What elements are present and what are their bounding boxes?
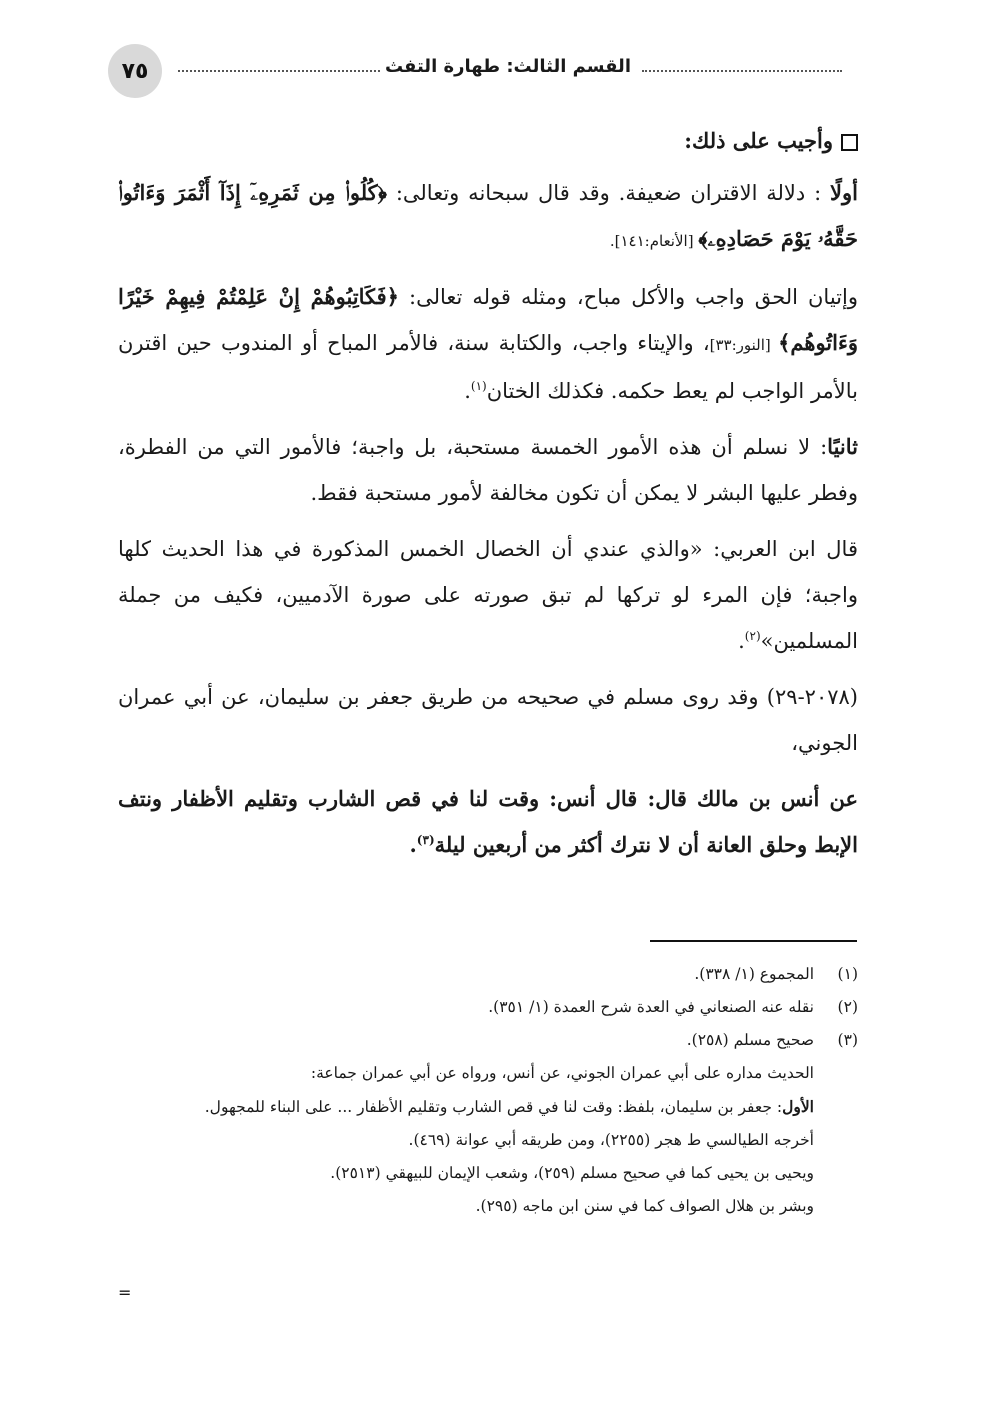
footnote-continuation: وبشر بن هلال الصواف كما في سنن ابن ماجه (٢٩٥). bbox=[475, 1197, 814, 1215]
p2-end: . bbox=[464, 379, 471, 403]
footnote-lead: الأول bbox=[782, 1097, 814, 1116]
p6-text: عن أنس بن مالك قال: قال أنس: وقت لنا في قص الشارب وتقليم الأظفار ونتف الإبط وحلق العانة أن لا نترك أكثر من أربعين ليلة bbox=[118, 786, 858, 857]
paragraph-hadith-text bbox=[118, 776, 858, 868]
footnote-number: (١) bbox=[837, 965, 858, 983]
p2-text-b: ، والإيتاء واجب، والكتابة سنة، فالأمر المباح أو المندوب حين اقترن بالأمر الواجب لم يعط حكمه. فكذلك الختان bbox=[118, 331, 858, 403]
footnote-continuation: الحديث مداره على أبي عمران الجوني، عن أنس، ورواه عن أبي عمران جماعة: bbox=[310, 1064, 814, 1082]
footnote-number: (٢) bbox=[837, 998, 858, 1016]
lead-second: ثانيًا bbox=[827, 434, 858, 459]
paragraph-second-point bbox=[118, 424, 858, 516]
quran-verse: ﴿فَكَاتِبُوهُمْ إِنْ عَلِمْتُمْ فِيهِمْ خَيْرًا وَءَاتُوهُم﴾ bbox=[118, 284, 858, 355]
p4-text: قال ابن العربي: «والذي عندي أن الخصال الخمس المذكورة في هذا الحديث كلها واجبة؛ فإن المرء لو تركها لم تبق صورته على صورة الآدميين، فكيف من جملة المسلمين» bbox=[118, 537, 858, 653]
p3-text: : لا نسلم أن هذه الأمور الخمسة مستحبة، بل واجبة؛ فالأمور التي من الفطرة، وفطر عليها البشر لا يمكن أن تكون مخالفة لأمور مستحبة فقط. bbox=[118, 435, 858, 505]
footnote-text: المجموع (١/ ٣٣٨). bbox=[694, 965, 814, 983]
footnote-3 bbox=[118, 1024, 858, 1057]
footnote-marker[interactable]: (٣) bbox=[416, 833, 435, 847]
lead-first: أولًا bbox=[830, 180, 858, 205]
quran-verse: ﴿كُلُوا۟ مِن ثَمَرِهِۦٓ إِذَآ أَثْمَرَ وَءَاتُوا۟ حَقَّهُۥ يَوْمَ حَصَادِهِۦ﴾ bbox=[118, 180, 858, 251]
heading-text: وأجيب على ذلك: bbox=[684, 128, 833, 153]
footnote-2 bbox=[118, 991, 858, 1024]
footnote-text: صحيح مسلم (٢٥٨). bbox=[686, 1031, 814, 1049]
p6-end: . bbox=[409, 832, 417, 857]
verse-reference: [الأنعام:١٤١]. bbox=[609, 232, 699, 250]
footnote-1 bbox=[118, 958, 858, 991]
paragraph-ibn-arabi bbox=[118, 526, 858, 664]
p4-end: . bbox=[738, 629, 745, 653]
footnote-number: (٣) bbox=[837, 1031, 858, 1049]
footnotes bbox=[118, 958, 858, 1223]
footnote-marker[interactable]: (٢) bbox=[744, 629, 761, 643]
paragraph-second-verse bbox=[118, 274, 858, 414]
footnote-lead-text: : جعفر بن سليمان، بلفظ: وقت لنا في قص الشارب وتقليم الأظفار ... على البناء للمجهول. bbox=[204, 1098, 783, 1116]
p5-text: (٢٠٧٨-٢٩) وقد روى مسلم في صحيحه من طريق جعفر بن سليمان، عن أبي عمران الجوني، bbox=[118, 685, 858, 755]
footnote-separator bbox=[650, 940, 857, 942]
footnote-marker[interactable]: (١) bbox=[470, 379, 487, 393]
paragraph-hadith-chain bbox=[118, 674, 858, 766]
footnote-continuation: أخرجه الطيالسي ط هجر (٢٢٥٥)، ومن طريقه أبي عوانة (٤٦٩). bbox=[408, 1131, 814, 1149]
p2-text-a: وإتيان الحق واجب والأكل مباح، ومثله قوله تعالى: bbox=[399, 285, 858, 309]
section-title: القسم الثالث: طهارة التفث bbox=[384, 56, 631, 77]
verse-reference: [النور:٣٣] bbox=[709, 336, 779, 354]
p1-text: : دلالة الاقتران ضعيفة. وقد قال سبحانه وتعالى: bbox=[386, 181, 831, 205]
continuation-mark: = bbox=[118, 1283, 132, 1302]
main-text bbox=[118, 118, 858, 878]
footnote-continuation: ويحيى بن يحيى كما في صحيح مسلم (٢٥٩)، وشعب الإيمان للبيهقي (٢٥١٣). bbox=[330, 1164, 814, 1182]
square-bullet-icon bbox=[841, 134, 858, 151]
page-number: ٧٥ bbox=[108, 44, 162, 98]
header-dots-left bbox=[178, 60, 380, 72]
header-dots-right bbox=[642, 60, 842, 72]
footnote-continuation bbox=[118, 1090, 858, 1124]
paragraph-first-point bbox=[118, 170, 858, 264]
answer-heading bbox=[118, 118, 858, 164]
footnote-text: نقله عنه الصنعاني في العدة شرح العمدة (١/ ٣٥١). bbox=[488, 998, 814, 1016]
